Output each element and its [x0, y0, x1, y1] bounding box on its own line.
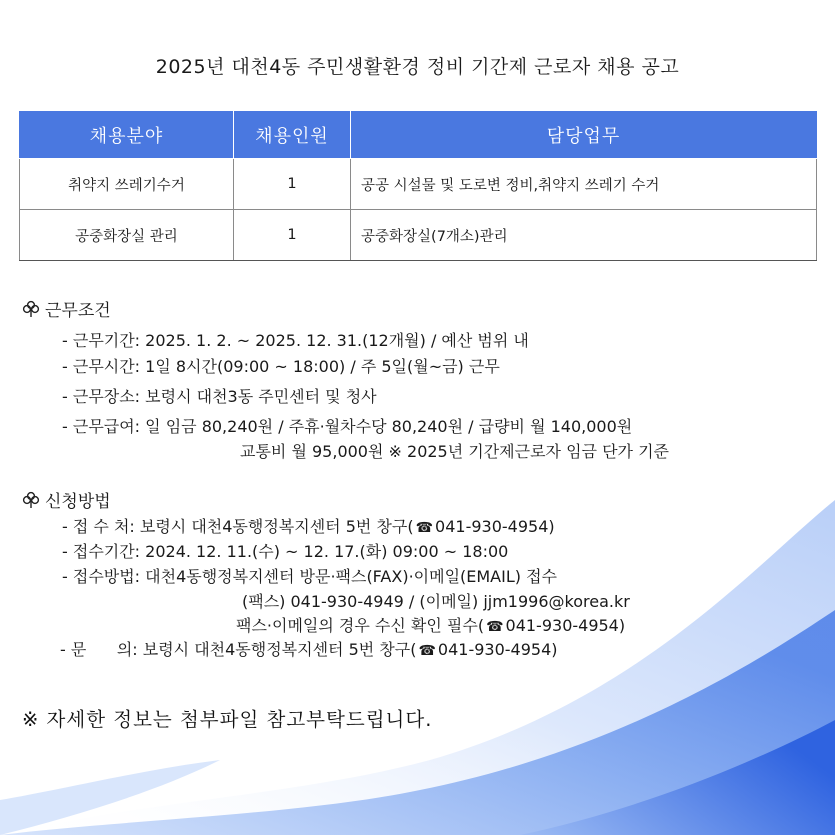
condition-pay-continued: 교통비 월 95,000원 ※ 2025년 기간제근로자 임금 단가 기준: [240, 442, 670, 461]
receipt-confirm: [236, 613, 625, 636]
receipt-confirm-text: 팩스·이메일의 경우 수신 확인 필수(: [236, 616, 485, 635]
table-row: [20, 210, 817, 261]
phone-icon: ☎: [415, 520, 434, 536]
clover-icon: [22, 300, 40, 318]
table-header-row: [20, 112, 817, 159]
cell-count: 1: [234, 210, 351, 261]
conditions-heading: [22, 296, 111, 321]
phone-icon: ☎: [418, 643, 436, 659]
cell-field: 공중화장실 관리: [20, 210, 234, 261]
receipt-confirm-phone: 041-930-4954): [505, 616, 626, 635]
conditions-heading-label: 근무조건: [45, 301, 111, 321]
receipt-place-phone: 041-930-4954): [435, 517, 555, 536]
receipt-place-text: - 접 수 처: 보령시 대천4동행정복지센터 5번 창구(: [62, 517, 414, 536]
receipt-method: - 접수방법: 대천4동행정복지센터 방문·팩스(FAX)·이메일(EMAIL) 접수: [62, 567, 557, 586]
cell-count: 1: [234, 159, 351, 210]
application-heading: [22, 487, 111, 512]
page-title: 2025년 대천4동 주민생활환경 정비 기간제 근로자 채용 공고: [155, 56, 680, 78]
condition-pay: - 근무급여: 일 임금 80,240원 / 주휴·월차수당 80,240원 / 급량비 월 140,000원: [62, 417, 633, 436]
cell-duty: 공중화장실(7개소)관리: [351, 210, 817, 261]
condition-hours: - 근무시간: 1일 8시간(09:00 ~ 18:00) / 주 5일(월~금) 근무: [62, 357, 500, 376]
header-duty: 담당업무: [351, 112, 817, 159]
cell-duty: 공공 시설물 및 도로변 정비,취약지 쓰레기 수거: [351, 159, 817, 210]
application-heading-label: 신청방법: [45, 492, 111, 512]
inquiry: [60, 637, 558, 660]
footer-note: ※ 자세한 정보는 첨부파일 참고부탁드립니다.: [22, 708, 433, 731]
recruitment-table: [19, 111, 817, 261]
fax-email: (팩스) 041-930-4949 / (이메일) jjm1996@korea.kr: [242, 592, 630, 611]
inquiry-text: - 문 의: 보령시 대천4동행정복지센터 5번 창구(: [60, 640, 417, 659]
table-row: [20, 159, 817, 210]
condition-period: - 근무기간: 2025. 1. 2. ~ 2025. 12. 31.(12개월) / 예산 범위 내: [62, 331, 529, 350]
phone-icon: ☎: [486, 619, 504, 635]
receipt-period: - 접수기간: 2024. 12. 11.(수) ~ 12. 17.(화) 09:00 ~ 18:00: [62, 542, 509, 561]
receipt-place: [62, 514, 555, 537]
condition-place: - 근무장소: 보령시 대천3동 주민센터 및 청사: [62, 387, 377, 406]
clover-icon: [22, 491, 40, 509]
header-count: 채용인원: [234, 112, 351, 159]
header-field: 채용분야: [20, 112, 234, 159]
inquiry-phone: 041-930-4954): [437, 640, 558, 659]
cell-field: 취약지 쓰레기수거: [20, 159, 234, 210]
